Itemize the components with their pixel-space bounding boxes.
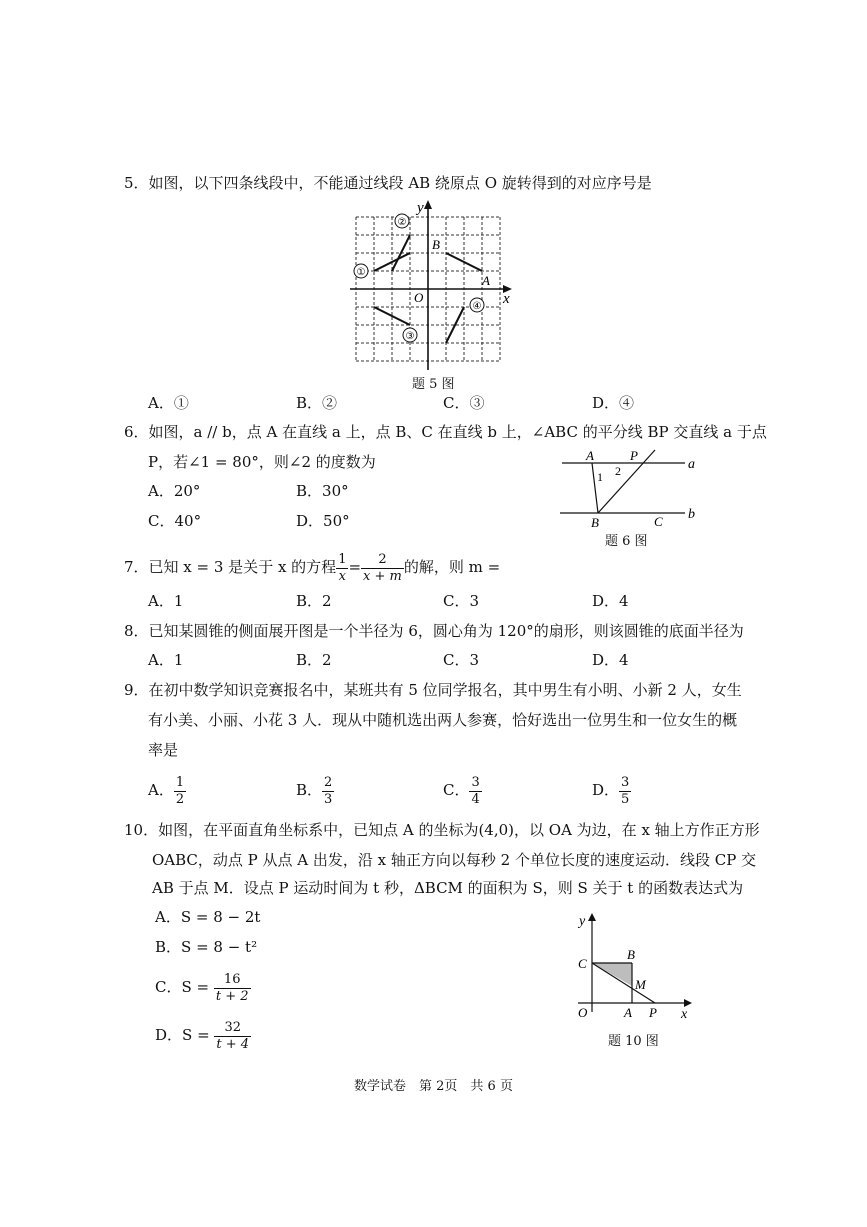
segment-bp — [598, 450, 655, 513]
label-y: y — [417, 200, 424, 216]
label-y: y — [579, 914, 586, 929]
q7-option-c: C．3 — [443, 592, 480, 610]
q7-f1-num: 1 — [338, 551, 347, 567]
q10-option-a: A．S = 8 − 2t — [155, 908, 261, 926]
y-axis-arrow — [588, 913, 596, 921]
q9-option-b-label: B． — [296, 781, 323, 799]
q7-text — [124, 547, 500, 587]
q9-option-b — [296, 770, 334, 810]
q7-option-b: B．2 — [296, 592, 332, 610]
q9-option-a-label: A． — [148, 781, 174, 799]
x-axis-arrow — [684, 999, 692, 1007]
q9-option-c — [443, 770, 482, 810]
label-circle-1: ① — [356, 267, 366, 278]
q10-option-d-label: D．S = — [155, 1026, 210, 1044]
q7-fraction-2 — [361, 552, 404, 585]
label-circle-2: ② — [397, 217, 407, 228]
label-x: x — [681, 1007, 688, 1022]
q9-option-d — [592, 770, 631, 810]
q9-line1: 9．在初中数学知识竞赛报名中，某班共有 5 位同学报名，其中男生有小明、小新 2 人，女生 — [124, 681, 742, 699]
q6-option-b: B．30° — [296, 482, 349, 500]
label-b: B — [432, 237, 440, 252]
q6-figure — [550, 448, 705, 530]
q7-post: 的解，则 m = — [403, 558, 501, 576]
q10-option-c-label: C．S = — [155, 978, 210, 996]
q5-option-a: A．① — [148, 394, 189, 412]
q6-line2: P，若∠1 = 80°，则∠2 的度数为 — [148, 453, 376, 471]
q7-eq: = — [348, 558, 362, 576]
q9-option-c-label: C． — [443, 781, 470, 799]
q8-option-b: B．2 — [296, 651, 332, 669]
q9-option-d-label: D． — [592, 781, 620, 799]
q6-option-c: C．40° — [148, 512, 202, 530]
q9-c-num: 3 — [471, 774, 480, 790]
q10-caption: 题 10 图 — [608, 1034, 659, 1049]
label-angle-2: 2 — [615, 464, 621, 478]
label-o: O — [414, 290, 424, 305]
q9-b-den: 3 — [324, 791, 333, 807]
q9-line2: 有小美、小丽、小花 3 人．现从中随机选出两人参赛，恰好选出一位男生和一位女生的概 — [148, 711, 738, 729]
q9-c-den: 4 — [471, 791, 480, 807]
q5-text: 5．如图，以下四条线段中，不能通过线段 AB 绕原点 O 旋转得到的对应序号是 — [124, 174, 652, 192]
label-a: A — [624, 1005, 632, 1020]
label-p-point: P — [630, 448, 638, 463]
y-axis-arrow — [424, 200, 432, 209]
label-m: M — [635, 977, 646, 992]
q5-option-c: C．③ — [443, 394, 485, 412]
q7-f1-den: x — [338, 568, 346, 584]
label-a-point: A — [586, 448, 594, 463]
label-b-point: B — [591, 515, 599, 530]
page-footer: 数学试卷 第 2页 共 6 页 — [354, 1079, 513, 1094]
q9-option-a — [148, 770, 186, 810]
q7-option-d: D．4 — [592, 592, 629, 610]
q10-line2: OABC，动点 P 从点 A 出发，沿 x 轴正方向以每秒 2 个单位长度的速度运动．线段 CP 交 — [152, 851, 757, 869]
q9-b-num: 2 — [324, 774, 333, 790]
q7-option-a: A．1 — [148, 592, 184, 610]
label-line-b: b — [688, 507, 695, 522]
q6-option-a: A．20° — [148, 482, 201, 500]
label-circle-3: ③ — [405, 331, 415, 342]
label-c-point: C — [654, 514, 663, 529]
label-x: x — [503, 291, 510, 307]
q10-c-den: t + 2 — [215, 988, 249, 1004]
label-a: A — [482, 273, 490, 288]
label-o: O — [578, 1005, 588, 1020]
q10-line1: 10．如图，在平面直角坐标系中，已知点 A 的坐标为(4,0)，以 OA 为边，在 x 轴上方作正方形 — [124, 821, 760, 839]
q10-option-b: B．S = 8 − t² — [155, 938, 258, 956]
q9-a-den: 2 — [175, 791, 185, 807]
label-angle-1: 1 — [597, 470, 603, 484]
q9-d-num: 3 — [621, 774, 630, 790]
q8-option-a: A．1 — [148, 651, 184, 669]
q10-option-d — [155, 1015, 251, 1055]
q9-line3: 率是 — [148, 741, 179, 759]
q6-caption: 题 6 图 — [605, 534, 648, 549]
q7-f2-den: x + m — [363, 568, 402, 584]
q10-figure — [565, 910, 705, 1025]
q5-option-b: B．② — [296, 394, 338, 412]
q10-line3: AB 于点 M．设点 P 运动时间为 t 秒，ΔBCM 的面积为 S，则 S 关于 t 的函数表达式为 — [152, 879, 744, 897]
q9-d-den: 5 — [621, 791, 630, 807]
label-p: P — [649, 1005, 657, 1020]
q10-option-c — [155, 967, 251, 1007]
q8-text: 8．已知某圆锥的侧面展开图是一个半径为 6，圆心角为 120°的扇形，则该圆锥的底面半径为 — [124, 622, 744, 640]
q8-option-d: D．4 — [592, 651, 629, 669]
q6-option-d: D．50° — [296, 512, 350, 530]
q7-f2-num: 2 — [361, 552, 404, 569]
q8-option-c: C．3 — [443, 651, 480, 669]
label-b: B — [627, 947, 635, 962]
q10-c-num: 16 — [214, 972, 251, 989]
q6-line1: 6．如图，a // b，点 A 在直线 a 上，点 B、C 在直线 b 上，∠ABC 的平分线 BP 交直线 a 于点 — [124, 423, 767, 441]
label-circle-4: ④ — [472, 301, 482, 312]
q10-d-den: t + 4 — [216, 1036, 250, 1052]
q7-pre: 7．已知 x = 3 是关于 x 的方程 — [124, 558, 337, 576]
q10-d-num: 32 — [214, 1020, 251, 1037]
q5-caption: 题 5 图 — [412, 377, 455, 392]
q9-a-num: 1 — [175, 774, 185, 790]
label-c: C — [578, 956, 587, 971]
q5-grid-figure — [345, 200, 520, 375]
q5-option-d: D．④ — [592, 394, 635, 412]
label-line-a: a — [688, 457, 695, 472]
q7-fraction-1 — [336, 552, 348, 585]
